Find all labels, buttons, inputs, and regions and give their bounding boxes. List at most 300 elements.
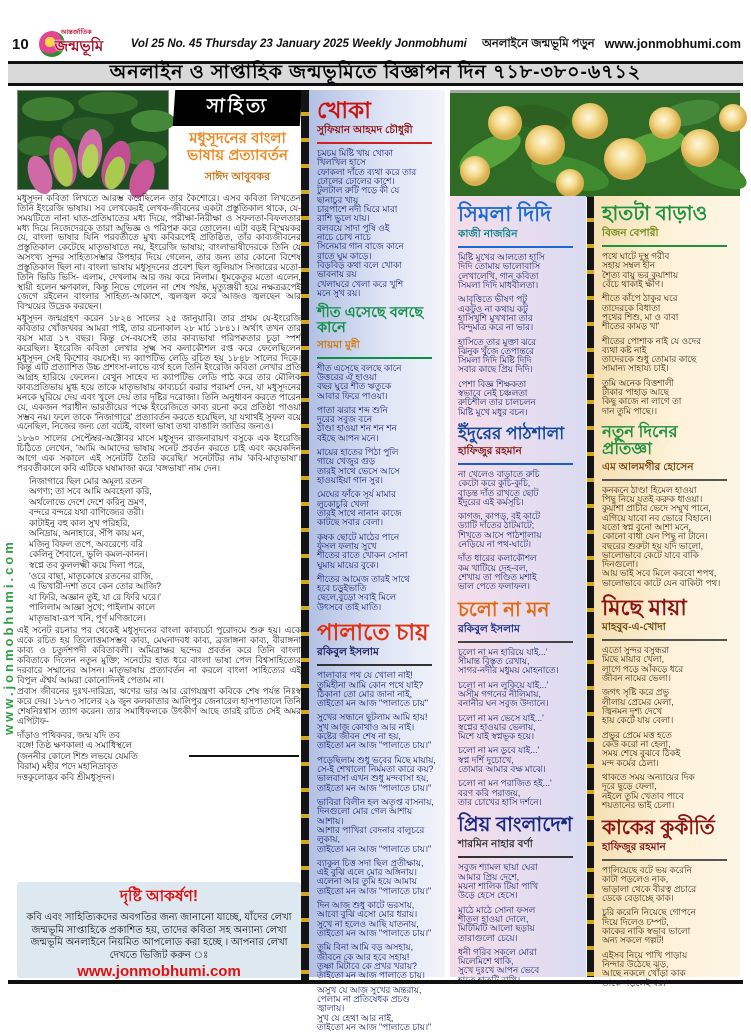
poem-line: দিনগুলো মোর গেল আশায় আশায়।: [317, 806, 413, 826]
poem-divider: [317, 142, 432, 144]
poem-line: তাইতো মন আজ "পালাতে চায়।": [317, 1021, 432, 1032]
poem-title: পালাতে চায়: [317, 619, 429, 646]
poem-stanza: [602, 337, 732, 374]
poem-stanza: [602, 379, 732, 416]
poem-column-pink: [450, 196, 586, 977]
poem-author: এম আলমগীর হোসেন: [602, 460, 694, 473]
poem-line: চুরি করেনি নিয়েছে গোপনে: [602, 907, 696, 918]
article-header: [17, 90, 301, 190]
poem-stanza: [317, 713, 437, 750]
poem-line: ভালোভাবে কেটে যাবে বাকি দিনগুলো।: [602, 549, 699, 570]
poem-line: কষ্টের জীবন শেষ না হয়,: [317, 731, 401, 742]
poem-line: জগৎ সৃষ্টি করে প্রভু: [602, 687, 669, 698]
poem-line: আছে নকলে খোঁড়া কাক: [602, 968, 686, 979]
article-body: [17, 194, 301, 884]
poem-divider: [602, 479, 727, 481]
poem-stanza: [317, 149, 437, 298]
poem-line: নইলে তুমি খেতাব পাবে: [602, 790, 684, 801]
poem-line: কোনো বাধা যেন পিছু না টানে।: [602, 531, 708, 542]
poem-line: শীতে কাঁপে ঠাকুর ঘরে: [602, 293, 678, 304]
section-banner: সাহিত্য: [173, 90, 303, 126]
poem-title: কাকের কুকীর্তি: [602, 817, 715, 840]
poem: [458, 425, 578, 592]
flowers-photo: [450, 90, 740, 197]
verse-line: বন্দরে বন্দরে যথা বাণিজ্যের তরী।: [29, 507, 144, 518]
poem-line: রাতে ঘুম কাড়ে।: [317, 250, 372, 261]
article-paragraph: ১৮৬০ সালের সেপ্টেম্বর-অক্টোবর মাসে মধুসূদন রাজনারায়ণ বসুকে এক ইংরেজি চিঠিতে লেখেন, 'আমি আমাদের ভাষায় সনেট প্রবর্তন করতে চাই এবং কয়েকদিন আগে এক সকালে এই সনেটটি তৈরি করেছি।' সনেটটির নাম 'কবি-মাতৃভাষা'। পরবর্তীকালে কবি এটিকে ঘষামাজা করে 'বঙ্গভাষা' নাম দেন।: [17, 433, 301, 473]
poem-stanza: [458, 338, 578, 375]
poem-stanza: [317, 406, 437, 443]
poem-line: মন্দ কর্মের ঠেলা।: [602, 757, 659, 768]
article-author: সাঈদ আবুবকর: [204, 170, 271, 183]
literature-column: [17, 90, 301, 978]
poem-stanza: [458, 714, 578, 742]
poem-line: নাচে চোখ নাচে: [317, 231, 371, 242]
logo-title: জন্মভূমি: [54, 38, 104, 55]
poem-line: ব্যথা কষ্ট নাই: [602, 344, 647, 355]
poem-line: পিছু নিয়ে যতই করুক ধাওয়া।: [602, 493, 703, 504]
poem-stanza: [602, 646, 732, 683]
poem-line: কম খাটিয়ে দেহ-বল,: [458, 562, 528, 573]
poem-line: আবৃত্তিতে ভীষণ পটু: [458, 294, 527, 305]
poem-divider: [458, 463, 573, 465]
poem-author: শারমিন নাহার বর্ণা: [458, 838, 533, 851]
poem-stanza: [317, 671, 437, 708]
poem-title: নতুন দিনের প্রতিজ্ঞা: [602, 423, 678, 459]
poem-line: মাঠে মাঠে সোনা ফসল: [458, 904, 536, 915]
newspaper-logo: [39, 30, 123, 58]
poem-line: তাইতো মন আজ "পালাতে চায়।": [317, 885, 432, 896]
notice-body: কবি এবং সাহিত্যিকদের অবগতির জন্য জানানো যাচ্ছে, যাঁদের লেখা জন্মভূমি সাপ্তাহিকে প্রকাশিত হয়, তাদের কবিতা সহ অন্যান্য লেখা জন্মভূমি অনলাইনে নিয়মিত আপলোড করা হচ্ছে । আপনার লেখা দেখতে ভিজিট করুন ঃ: [26, 912, 292, 961]
page-header: [8, 29, 743, 59]
poem-title: হাতটা বাড়াও: [602, 203, 708, 225]
vertical-website-text: www.jonmobhumi.com: [1, 539, 16, 735]
poem-line: সুখ আজ কোথাও আর নাই।: [317, 721, 415, 732]
poem-line: তার চোখের হাসি দর্শনে।: [458, 797, 542, 808]
poem-line: বাড়ন্ত দাঁত রাখতে ছোট: [458, 487, 539, 498]
poem-line: কাটছে সবার বেলা।: [317, 517, 384, 528]
poem-divider: [458, 641, 573, 643]
ad-banner: অনলাইন ও সাপ্তাহিক জন্মভূমিতে বিজ্ঞাপন দিন ৭১৮-৩৮০-৬৭১২: [8, 61, 743, 86]
verse-line: অনিদ্রায়, অনাহারে, সঁপি কায় মন,: [29, 528, 145, 539]
poem: [317, 306, 437, 612]
poem-stanza: [602, 294, 732, 331]
poem-stanza: [602, 486, 732, 588]
poem: [458, 204, 578, 417]
poem-stanza: [602, 908, 732, 945]
poem-line: পাতা ঝরার শব্দ শুনি: [317, 404, 388, 415]
poem-line: বরণ করি পরাজয়,: [458, 787, 521, 798]
poem-author: বিজন বেপারী: [602, 227, 659, 239]
read-online-label: অনলাইনে জন্মভূমি পড়ুন: [481, 37, 595, 50]
poem-line: মনে সুখ রয়।: [317, 287, 361, 298]
poem-stanza: [602, 688, 732, 725]
poem-title: সিমলা দিদি: [458, 203, 552, 226]
poem-line: ফোকলা দাঁতে ব্যথা করে তার: [317, 166, 417, 177]
verse-line: দত্তকুলোদ্ভব কবি শ্রীমধুসূদন।: [17, 771, 115, 782]
poem-line: এতো সুন্দর বসুন্ধরা: [602, 645, 670, 656]
poem-line: তাইতো মন আজ "পালাতে চায়।": [317, 843, 432, 854]
poem-line: তারাগুলো চেয়ে।: [458, 932, 518, 943]
poem-line: সুখে না হলেও আছি যাতনায়,: [317, 918, 419, 929]
poem-line: বলবয়ে সাদা পুষি ওই: [317, 222, 390, 233]
verse-line: (জননীর কোলে শিশু লভয়ে যেমতি: [17, 750, 138, 761]
poem-stanza: [602, 731, 732, 768]
poem-line: রাশি ভুলে যায়।: [317, 213, 370, 224]
poem-stanza: [317, 575, 437, 612]
notice-website-link[interactable]: www.jonmobhumi.com: [77, 963, 241, 980]
poem: [458, 815, 578, 985]
poem-line: সিনেমার গান বাজে কানে: [317, 241, 404, 252]
poem-line: আয় ভাই সবে মিলে করবো শপথ,: [602, 568, 717, 579]
poem-line: পেশা বিজ্ঞ শিক্ষকতা: [458, 378, 527, 389]
poem-divider: [602, 639, 727, 641]
poem-line: সিমলা দিদি মিষ্টি দিদি: [458, 355, 532, 366]
poem-line: স্বপ্নের হাওয়ার ভেলায়,: [458, 721, 536, 732]
poem-line: তাদেরকে বিধাতা: [602, 302, 661, 313]
poem-line: চমচম মিষ্টি খায় খোকা: [317, 148, 393, 159]
poem-line: লেখালেখি, গান কবিতা: [458, 270, 539, 281]
poem-line: তাইতো মন আজ "পালাতে চায়।": [317, 740, 432, 751]
poem-line: কুয়াশা প্রাচীর ভেদে সম্মুখ পানে,: [602, 503, 711, 514]
poem-stanza: [317, 756, 437, 793]
verse-line: দাঁড়াও পথিকবর, জন্ম যদি তব: [17, 729, 121, 740]
poem-line: এই বুঝি এলে মোর অঙ্গিনায়।: [317, 867, 417, 878]
poem-divider: [602, 859, 727, 861]
poem-author: সায়মা মুন্নী: [317, 338, 360, 351]
poem-line: না খেলেও বাড়াতে রুচি: [458, 468, 540, 479]
poem-line: সহায় সম্বল হীন: [602, 260, 655, 271]
poem-line: ভাবিরা বিলীন হল অতৃপ্ত বাসনায়,: [317, 796, 434, 807]
verse-line: নিজাগারে ছিল মোর অমূল্য রতন: [29, 475, 143, 486]
poem-line: ভালবাসা এখন শুধু মন্দবাসা হয়,: [317, 773, 429, 784]
verse-line: কেলিনু শৈবালে, ভুলি কমল-কানন।: [29, 549, 148, 560]
poem-line: এগিয়ে যাবো নব ভোরে বিহানে।: [602, 512, 712, 523]
poem-divider: [317, 357, 432, 359]
poem-line: শয়তানের ভাই চেলা।: [602, 799, 675, 810]
poem-line: মিছে মায়ার খেলা,: [602, 654, 665, 665]
poem-line: ভাবনায় রয়: [317, 269, 357, 280]
poem-line: জীবনে কে আর হবে সহায়!: [317, 951, 410, 962]
poem-line: পড়েছিলাম শুধু ভবের মিছে মায়ায়,: [317, 754, 436, 765]
poem-stanza: [458, 863, 578, 900]
article-paragraph: মধুসূদন জন্মগ্রহণ করেন ১৮২৪ সালের ২৫ জানুয়ারি। তার প্রথম যে-ইংরেজি কবিতার খোঁজখবর আমরা পাই, তার রচনাকাল ২৮ মার্চ ১৮৪১। অর্থাৎ তখন তার বয়স মাত্র ১৭ বছর। কিন্তু সে-বয়সেই তার কাব্যভাষা পরিপক্বতার চূড়া স্পর্শ করেছিল। ইংরেজি কবিতা লেখার সূক্ষ্ম সব কলাকৌশল রপ্ত করে ফেলেছিলেন মধুসূদন সেই কিশোর বয়সেই। দ্য ক্যাপটিভ লেডি রচিত হয় ১৮৪৮ সালের দিকে। কিন্তু এটি প্রত্যাশিত উচ্চ প্রশংসা-লাভে ব্যর্থ হলে তিনি ইংরেজি কবিতা লেখার প্রতি আগ্রহ হারিয়ে ফেলেন। বেথুন সাহেব দ্য ক্যাপটিভ লেডি পাঠ করে তার মৌলিক কাব্যপ্রতিভায় মুগ্ধ হয়ে তাকে মাতৃভাষায় কাব্যচর্চা করার পরামর্শ দেন, যা মধুসূদনের মনকে ঘুরিয়ে দেয় এবং খুলে দেয় তার দৃষ্টির দরোজা। তিনি অনুধাবন করতে পারেন যে, একজন পরাধীন ভারতীয়ের পক্ষে ইংরেজিতে কাব্য রচনা করে প্রতিষ্ঠা পাওয়া সম্ভব নয়। ফলে তাকে 'নিজাগারে' প্রত্যাবর্তন করতে হয়েছিল, যা যথার্থই সুফল বয়ে এনেছিল, নিজের জন্য তো বটেই, বাংলা ভাষা তথা বাঙালি জাতির জন্যও।: [17, 313, 301, 432]
poem-line: হাসিখুশি মুখখানা তার: [458, 312, 533, 323]
poem-line: জ্বিনমন দৃশ্য দেখে: [602, 706, 662, 717]
poem-author: রকিবুল ইসলাম: [317, 646, 379, 659]
poem-column-cream: [594, 196, 740, 977]
poem-line: স্বপ্ন দর্শি দুচোখে,: [458, 754, 514, 765]
poem-line: সময় শেষে বুঝবে ঠিকই: [602, 748, 681, 759]
poem-line: রুচিশীল তার চালচলন: [458, 397, 536, 408]
poem-line: প্রভুর প্রেমে মত্ত হতে: [602, 729, 672, 740]
poem-line: ময়না শালিক টিয়া পাখি: [458, 880, 539, 891]
poem-line: ইঁদুরের এই কর্মসূচি।: [458, 496, 524, 507]
poem-line: চলো না মন ভেসে যাই...': [458, 712, 544, 723]
verse-line: অগণ্য; তা সবে আমি অবহেলা করি,: [29, 486, 152, 497]
poem-line: অন্য সকলে গল্পট!: [602, 935, 664, 946]
poem-stanza: [602, 866, 732, 903]
poem-line: সিমলা দিদি মাধবীলতা।: [458, 279, 539, 290]
poem-line: মিটিমিটি আলো ছড়ায়: [458, 923, 535, 934]
poem-line: শীতের পোশাক নাই যে ওদের: [602, 335, 701, 346]
poem-author: সুফিয়ান আহমদ চৌধুরী: [317, 124, 413, 137]
poem-line: সুখের সন্ধানে ছুটলাম আমি হায়!: [317, 712, 428, 723]
poem-line: মিষ্টি মুখে মধুর বচন।: [458, 406, 528, 417]
poem-title: ইঁদুরের পাঠশালা: [458, 424, 565, 444]
poem-line: বছর ঘুরে শীত ঋতুকে: [317, 381, 392, 392]
poem-line: ভালোভাবে কাটে যেন বাকিটা পথ।: [602, 577, 721, 588]
verse-line: অর্থলোভে দেশে দেশে করিনু ভ্রমণ,: [29, 496, 147, 507]
poem-line: কাটা পড়লেও নাক,: [602, 874, 669, 885]
poem-line: সুখ যে হেথা আর নাই,: [317, 1012, 394, 1023]
poem-line: পথে ঘাটে দুস্থ গরীব: [602, 251, 670, 261]
poem-line: বিড়বিড় কথা বলে খোকা: [317, 259, 402, 270]
poem-line: অসীম গগনের নীলিমায়,: [458, 688, 541, 699]
poem-title: শীত এসেছে বলছে কানে: [317, 305, 424, 337]
poem-line: উড়ে হেসে হেসে।: [458, 890, 518, 901]
poem-line: কেউ করো না হেলা,: [602, 738, 671, 749]
poem-line: ঠাণ্ডা হাওয়া শন শন শন: [317, 423, 397, 434]
poem-line: শীতের রাতে খোকন সোনা: [317, 550, 408, 561]
poem-line: দূরে ছুড়ে ফেলা,: [602, 781, 657, 792]
article-title: মধুসূদনের বাংলা ভাষায় প্রত্যাবর্তন: [187, 130, 288, 165]
poem-author: রকিবুল ইসলাম: [458, 622, 520, 635]
poem-line: নিন্দার উঠেছে ঝড়,: [602, 958, 669, 969]
poem-line: কাগজ, কাপড়, বই কাটে: [458, 511, 541, 522]
poem-stanza: [458, 648, 578, 676]
poem-stanza: [317, 448, 437, 485]
poem-line: ছেলে,বুড়ো সবাই মিলে: [317, 592, 396, 603]
poem-line: গায়ে খেজুর গুড়: [317, 456, 376, 467]
poem-line: ডেকে বেড়াচ্ছে কাক।: [602, 893, 674, 904]
poem-line: চলো না মন পরাজিত হই...': [458, 778, 552, 789]
poem-line: তাইতো মন আজ "পালাতে চায়।": [317, 782, 432, 793]
poem-line: ছানাচুর খায়: [317, 194, 359, 205]
poem-line: তাদেরকে শুধু তোমার কাছে: [602, 354, 697, 365]
poem-line: ফসল ফলায় সুখে: [317, 540, 377, 551]
logo-tagline: আন্তর্জাতিক: [60, 29, 92, 36]
poem-title: চলো না মন: [458, 598, 550, 621]
poem-line: মিষ্টি মুখের আলতো হাসি: [458, 252, 545, 263]
poem-stanza: [458, 746, 578, 774]
poem-line: ঢোলের ঢোলের কাশে।: [317, 176, 395, 187]
poem: [602, 596, 732, 810]
poem-title: মিছে মায়া: [602, 595, 687, 621]
poem-author: মাহবুব-এ-খোদা: [602, 621, 666, 634]
poem-line: আবার ফিরে পাওয়া।: [317, 390, 388, 401]
poem: [317, 620, 437, 1032]
poem-stanza: [317, 943, 437, 980]
poem-line: দূরের সবুজ বনে: [317, 414, 372, 425]
poem-line: দিদি তোমায় ভালোবাসি: [458, 261, 541, 272]
verse-block: [29, 476, 301, 624]
poem-line: জীবন নামের ভেলা।: [602, 673, 671, 684]
poem-stanza: [317, 859, 437, 896]
poem-line: তারই সাথে ভেসে আসে: [317, 465, 400, 476]
poem-line: লাগে পড়ে আঁকড়ে ধরে: [602, 663, 684, 674]
poem-line: শেখায় তা পণ্ডিত মশাই: [458, 572, 537, 583]
poem-line: তাইতো মন আজ "পালাতে চায়।": [317, 928, 432, 939]
header-website-link[interactable]: www.jonmobhumi.com: [604, 37, 741, 51]
poem-stanza: [317, 901, 437, 938]
poem-line: থাকতে সময় অন্যায়ের দিক: [602, 771, 695, 782]
separator-line: [187, 730, 301, 783]
poem-line: ধনী গরিব সকলে মোরা: [458, 946, 537, 957]
poem-line: শীতের আমেজ তারই সাথে: [317, 573, 410, 584]
notice-box: [17, 882, 301, 978]
poem-stanza: [458, 253, 578, 290]
poem-line: ড্যাটি দাঁতের ঠাটমাটে;: [458, 520, 535, 531]
poem-line: কৃষক ছোটে মাঠের পানে: [317, 531, 400, 542]
poem-stanza: [458, 906, 578, 943]
poem-divider: [602, 245, 727, 247]
divider-strip: [301, 90, 309, 980]
poem-line: বছরের শুরুটা হয় যদি ভালো,: [602, 540, 704, 551]
poem-line: হায় কেটে যায় বেলা।: [602, 715, 674, 726]
verse-line: বিরাম) মহীর পদে মহানিদ্রাবৃত: [17, 761, 118, 772]
poem-divider: [458, 856, 573, 858]
poem-line: তুমি বিনা আমি বড় অসহায়,: [317, 942, 414, 953]
poem-stanza: [602, 773, 732, 810]
poem-line: লুকোচুরি খেলা: [317, 498, 369, 509]
poem-line: পথের শিশু, মা ও বাবা: [602, 311, 679, 322]
poem-line: সে-ই শেখালো নির্মমতা কারে কয়?: [317, 764, 434, 775]
poem-line: বনানীর ঘন সবুজ উদ্যানে।: [458, 698, 549, 709]
verse-line: এ ভিখারী-দশা তবে কেন তোর আজি?: [29, 581, 162, 592]
poem-line: বিন্দুমাত্র করে না ভার।: [458, 322, 534, 333]
poem-line: পেলাম না প্রতিষেধক প্রচণ্ড জ্বালায়।: [317, 993, 410, 1014]
issue-line: Vol 25 No. 45 Thursday 23 January 2025 Weekly Jonmobhumi: [130, 38, 467, 50]
poem-line: নেড়িয়ে না পথ-ঘাটে।: [458, 539, 532, 550]
poem-line: মেঘের ফাঁকে সূর্য মামার: [317, 489, 396, 500]
poem-line: তুমিহীনা আমি কোন পথে যাই?: [317, 679, 424, 690]
poem-line: ঘুমায় মায়ের বুকে।: [317, 559, 379, 570]
poem-line: কাকের নাকি স্বভাব ভালো: [602, 926, 691, 937]
poem-author: হাফিজুর রহমান: [458, 444, 522, 457]
poem-line: আমার প্রিয় দেশে,: [458, 871, 520, 882]
poem-line: লীলায় প্রেমের মেলা,: [602, 696, 674, 707]
verse-line: যা ফিরি, অজ্ঞান তুই, যা রে ফিরি ঘরে।': [29, 591, 161, 602]
poem-line: টুলটাল রুটি পড়ে কী যে: [317, 185, 400, 196]
article-paragraph: প্রবাস জীবনের দুঃখ-দারিদ্র্য, ঋণের ভার আর রোগযন্ত্রণা কবিকে শেষ পর্যন্ত নিঃস্ব করে দেয়। ১৮৭৩ সালের ২৯ জুন কলকাতার আলিপুর জেনারেল হাসপাতালে তিনি শেষনিঃশ্বাস ত্যাগ করেন। তার সমাধিফলকে উৎকীর্ণ আছে তারই রচিত সেই অমর এপিটাফ-: [17, 686, 301, 726]
article-paragraph: মধুসূদন কবিতা লিখতে আরম্ভ করেছিলেন তার কৈশোরে। এসব কবিতা লিখতেন তিনি ইংরেজি ভাষায়। সব লেখকেরই লেখক-জীবনের একটা প্রস্তুতিকাল থাকে, যে-সময়টিতে নানা ঘাত-প্রতিঘাতের মধ্য দিয়ে, পরীক্ষা-নিরীক্ষা ও সফলতা-বিফলতার মধ্য দিয়ে নিজেদেরকে তারা অভিজ্ঞ ও পরিপক্ব করে তোলেন। এটা বড়ই বিস্ময়কর যে, বাংলা ভাষার যিনি পরবর্তীতে মুখ্য কবিরূপেই প্রতিষ্ঠিত, তাঁর কাব্যজীবনের প্রস্তুতিকাল কেটেছে মাতৃভাষাতে নয়, ইংরেজি ভাষায়; বাংলাভাষীদেরকে তিনি যে অসংখ্য সুন্দর সাহিত্যসম্ভার উপহার দিয়ে গেলেন, তার জন্য তার কোনো বিশেষ প্রস্তুতিকাল ছিল না। বাংলা ভাষায় মধুসূদনের প্রবেশ ছিল জুলিয়াস সিজারের মতো- তিনি ভিডি ভিসি- এলাম, দেখলাম আর জয় করে নিলাম। ধূমকেতুর মতো এলেন, স্থায়ী হলেন ক্ষণকাল, কিন্তু নিভে গেলেন না শেষ পর্যন্ত, মৃত্যুঞ্জয়ী হয়ে নক্ষত্ররূপেই জেগে রইলেন বাংলার সাহিত্য-আকাশে, জ্বলজ্বল করে আজও জ্বলছেন আর বিস্ময়ের উদ্রেক করছেন।: [17, 193, 301, 312]
poem-stanza: [458, 512, 578, 549]
poem-line: অসুখ যে আজ সুখের অন্তরায়,: [317, 984, 422, 995]
poem-line: ঠিকানা তো মোর জানা নাই,: [317, 688, 413, 699]
poem-line: শিখতে আসে পাঠশালায়: [458, 529, 542, 540]
poem-line: কেটো করে কুচি-কুচি,: [458, 478, 531, 489]
poem-line: মিলেমিশে থাকি,: [458, 956, 514, 967]
poem-line: পালিয়েছে বটে ভয় করেনি: [602, 865, 692, 876]
poem-line: সাগর-নদীর মধুময় মোহনাতে।: [458, 665, 559, 676]
poem: [602, 204, 732, 416]
poem-line: চলো না মন হারিয়ে যাই...': [458, 646, 548, 657]
verse-line: স্বপ্নে তব কুললক্ষ্মী কয়ে দিলা পরে,: [29, 560, 145, 570]
poem-divider: [458, 246, 573, 248]
poem-author: হাফিজুর রহমান: [602, 841, 666, 854]
poem-line: বেঁচে থাকাই ক্ষীণ।: [602, 278, 664, 289]
poem-line: হাওয়াইয়া গান সুর।: [317, 475, 383, 486]
epitaph-row: [17, 730, 301, 783]
bottom-rule: [8, 980, 743, 984]
poem-line: আবো বুঝি এসো মোর ধরায়।: [317, 909, 418, 920]
poem: [458, 600, 578, 808]
poem-line: সুখে দুঃখে আপন ভেবে: [458, 965, 540, 976]
poem: [602, 818, 732, 988]
poem-line: শীতল হাওয়া দোলে,: [458, 913, 529, 924]
poem: [602, 424, 732, 588]
poem-line: তাইতো মন আজ "পালাতে চায়": [317, 698, 428, 709]
poem-line: দিন আজ শুধু কাটে ভরসায়,: [317, 900, 415, 911]
poem-stanza: [458, 380, 578, 417]
article-paragraph: এই সনেট রচনার পর থেকেই মধুসূদনের বাংলা কাব্যচর্চা পুরোদমে শুরু হয়। একে একে রচিত হয় তিলোত্তমাসম্ভব কাব্য, মেঘনাদবধ কাব্য, ব্রজাঙ্গনা কাব্য, বীরাঙ্গনা কাব্য ও চতুর্দশপদী কবিতাবলী। অমিত্রাক্ষর ছন্দের প্রবর্তন করে তিনি বাংলা কবিতাকে দিলেন নতুন মুক্তি; সনেটের হাত ধরে বাংলা ভাষা পেল বিশ্বসাহিত্যের দরবারে সম্মানের আসন। মাতৃভাষায় প্রত্যাবর্তন না করলে বাংলা সাহিত্যের এই বিপুল ঐশ্বর্য আমরা কোনোদিনই পেতাম না।: [17, 625, 301, 685]
poem-line: কিছু কাজে না লাগে তা: [602, 396, 682, 407]
notice-title: দৃষ্টি আকর্ষণ!: [119, 888, 199, 905]
poem-line: আশার পাখিরা বেদনার বালুচরে লুকায়,: [317, 824, 425, 845]
poem-line: সবার কাছে প্রিয় দিদি।: [458, 364, 533, 375]
poem-line: স্বভাবে নেই চঞ্চলতা: [458, 388, 528, 399]
poem-stanza: [458, 681, 578, 709]
poem-stanza: [317, 490, 437, 527]
poem-stanza: [317, 986, 437, 1032]
poem-line: মিশে যাই স্বপ্নভূক হয়ে।: [458, 731, 535, 742]
verse-line: পালিলাম আজ্ঞা সুখে; পাইলাম কালে: [29, 602, 156, 613]
poem-line: হাসিতে তার মুক্তা ঝরে: [458, 336, 536, 347]
poem-line: তৃষ্ণা মিটাবে কে প্রখর খরায়?: [317, 960, 417, 971]
poem-line: তাইতো মন আজ পালাতে চায়।: [317, 970, 425, 981]
poem-line: টাকার পাহাড় আছে: [602, 387, 669, 398]
verse-line: মজিনু বিফল তপে, অবরেণ্যে বরি: [29, 538, 143, 549]
poem-line: দাঁত ধারের কলাকৌশল: [458, 553, 537, 564]
poem-line: সবুজ শ্যামল ছায়া ঘেরা: [458, 862, 538, 873]
page-number: 10: [12, 35, 29, 53]
poem-stanza: [317, 798, 437, 854]
poem-line: যতো স্বপ্ন বুনো আশা মনে,: [602, 521, 692, 532]
poem-line: ভাল পেতে ফলাফল।: [458, 581, 530, 592]
poem-stanza: [458, 470, 578, 507]
poem-line: উৎসবে তাই মাতি।: [317, 601, 382, 612]
poem-line: একটুও না কথায় কটু: [458, 303, 528, 314]
poem-stanza: [317, 364, 437, 401]
poem-line: চারপাশে নদী ঘিরে মারা: [317, 204, 398, 215]
poem-line: চলো না মন ডুবে যাই...': [458, 745, 540, 756]
poem-stanza: [317, 533, 437, 570]
poem-line: সীমান্ত বিস্তৃত রেখায়,: [458, 655, 530, 666]
poem-line: এইসব নিয়ে পাখি পাড়ায়: [602, 949, 688, 960]
poem-line: মায়ের হাতের পিঠা পুলি: [317, 447, 399, 458]
poem-line: শীত এসেছে বলছে কানে: [317, 362, 402, 373]
poem-line: ঝিনুক খুঁজে তেপান্তরে: [458, 345, 534, 356]
poem-line: তুমি অনেক বিত্তশালী: [602, 377, 674, 388]
lotus-photo: [17, 90, 169, 190]
poem-title: খোকা: [317, 97, 371, 123]
poem-line: এলেনা আর তুমি হয়ে আমায়: [317, 876, 417, 887]
poem-line: সামান্য সাহায্য চাই।: [602, 363, 669, 374]
poem-line: দিয়ে দিলেও চম্পট,: [602, 916, 669, 927]
verse-line: বঙ্গে! তিষ্ঠ ক্ষণকাল! এ সমাধিস্থলে: [17, 740, 132, 751]
verse-line: মাতৃভাষা-রূপ খনি, পূর্ণ মণিজালে।: [29, 612, 146, 623]
poem-column-blue: [309, 90, 445, 1032]
poem-stanza: [458, 295, 578, 332]
divider-strip: [587, 196, 594, 977]
poem-title: প্রিয় বাংলাদেশ: [458, 814, 573, 837]
poem-divider: [317, 664, 432, 666]
poem-line: ব্যাকুল চিত্ত সদা ছিল প্রতীক্ষায়,: [317, 857, 424, 868]
poem-line: শীতের কামড় খা': [602, 321, 660, 332]
poem-line: শৈত্য বায়ু ভর কুয়াশায়: [602, 269, 679, 280]
poem-line: তোমার আমার বক্ষ মাঝে।: [458, 764, 546, 775]
